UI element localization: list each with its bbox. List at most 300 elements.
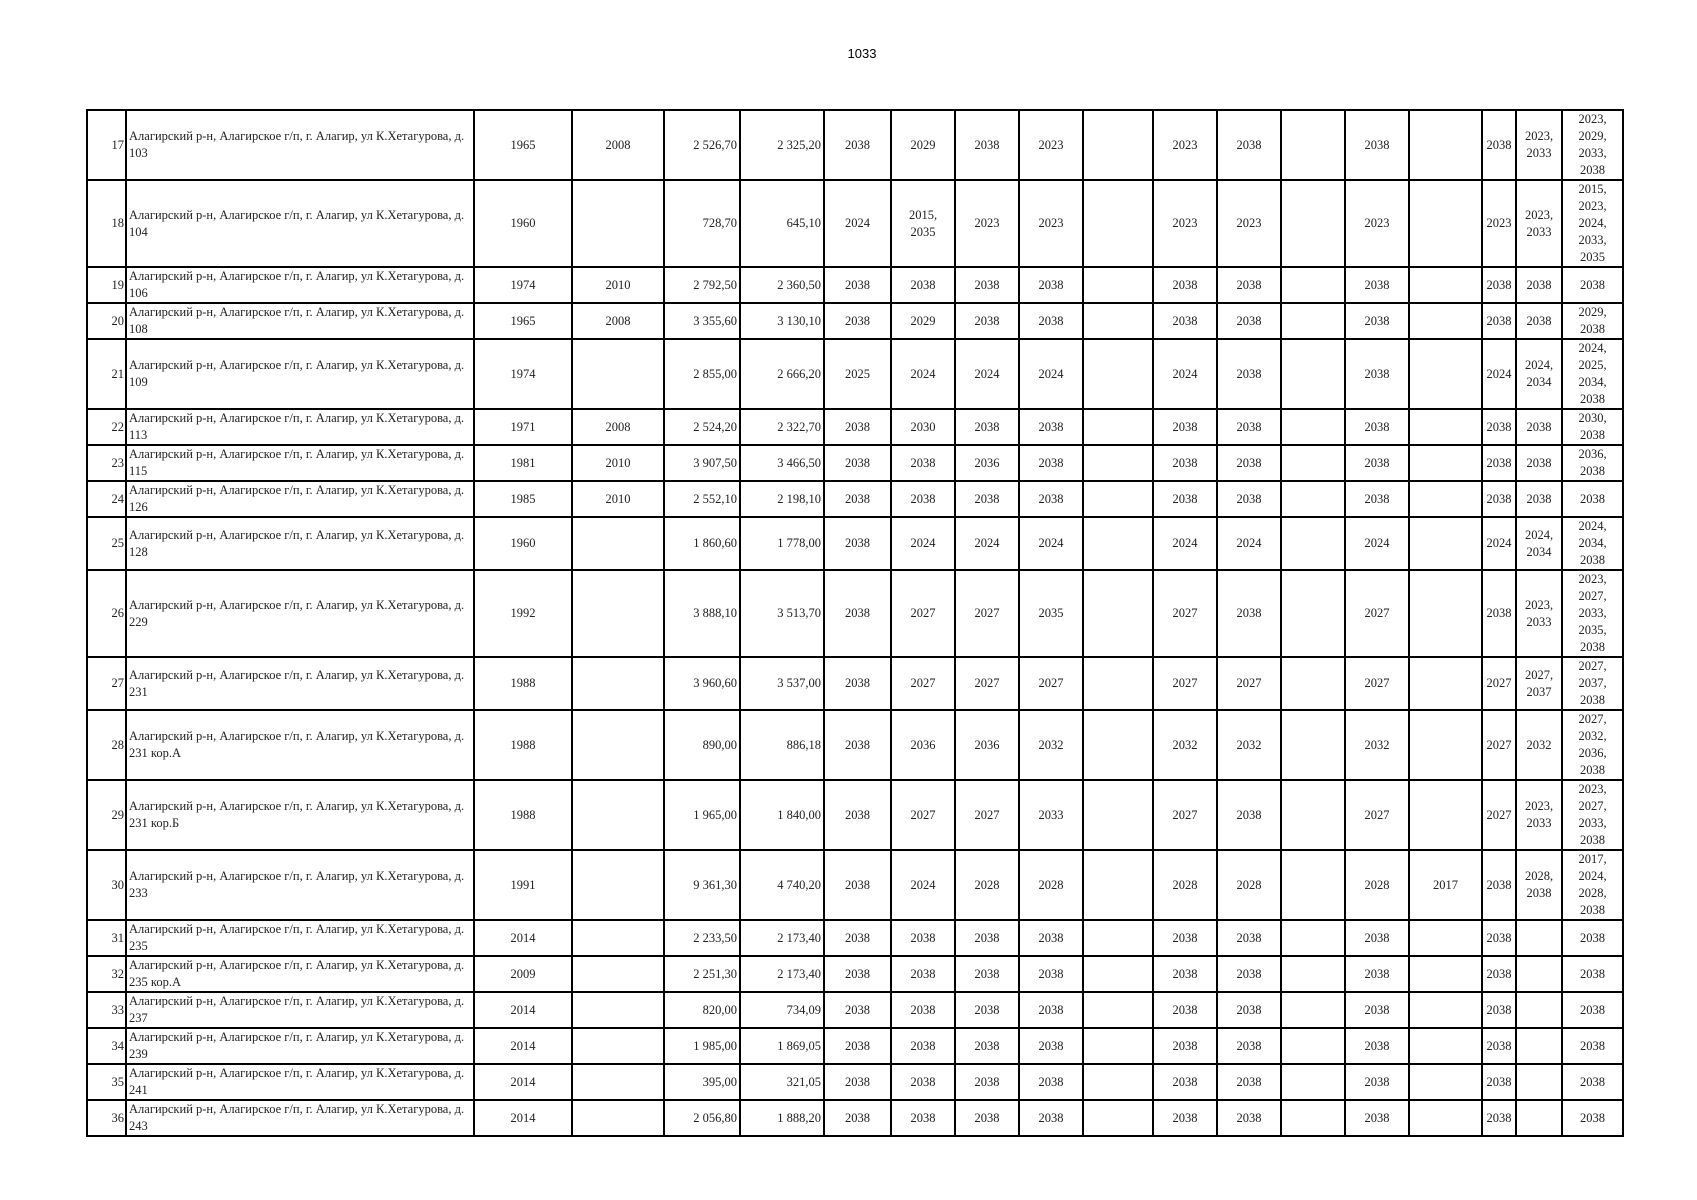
area-living-cell: 1 869,05 [740, 1028, 824, 1064]
address-cell: Алагирский р-н, Алагирское г/п, г. Алагир, ул К.Хетагурова, д. 115 [126, 445, 474, 481]
term-cell-8 [1281, 780, 1345, 850]
year-built-cell: 1965 [474, 110, 572, 180]
term-cell-3: 2038 [955, 992, 1019, 1028]
term-cell-4: 2023 [1019, 180, 1083, 267]
table-row [87, 267, 1623, 303]
term-cell-13: 2017, 2024, 2028, 2038 [1562, 850, 1623, 920]
term-cell-13: 2036, 2038 [1562, 445, 1623, 481]
term-cell-10 [1409, 445, 1482, 481]
term-cell-2: 2038 [891, 445, 955, 481]
term-cell-8 [1281, 267, 1345, 303]
year-built-cell: 2014 [474, 992, 572, 1028]
table-row [87, 445, 1623, 481]
term-cell-3: 2038 [955, 1064, 1019, 1100]
term-cell-12: 2024, 2034 [1516, 339, 1562, 409]
term-cell-3: 2027 [955, 570, 1019, 657]
term-cell-4: 2038 [1019, 303, 1083, 339]
area-total-cell: 9 361,30 [664, 850, 740, 920]
address-cell: Алагирский р-н, Алагирское г/п, г. Алагир, ул К.Хетагурова, д. 239 [126, 1028, 474, 1064]
row-number-cell: 21 [87, 339, 126, 409]
area-living-cell: 1 888,20 [740, 1100, 824, 1136]
term-cell-11: 2038 [1482, 303, 1516, 339]
term-cell-1: 2038 [824, 445, 891, 481]
term-cell-1: 2038 [824, 517, 891, 570]
term-cell-2: 2038 [891, 267, 955, 303]
address-cell: Алагирский р-н, Алагирское г/п, г. Алагир, ул К.Хетагурова, д. 241 [126, 1064, 474, 1100]
term-cell-12: 2032 [1516, 710, 1562, 780]
term-cell-4: 2024 [1019, 339, 1083, 409]
term-cell-9: 2038 [1345, 303, 1409, 339]
term-cell-8 [1281, 445, 1345, 481]
area-living-cell: 2 325,20 [740, 110, 824, 180]
area-total-cell: 2 233,50 [664, 920, 740, 956]
term-cell-2: 2027 [891, 657, 955, 710]
term-cell-13: 2023, 2027, 2033, 2035, 2038 [1562, 570, 1623, 657]
year-built-cell: 1991 [474, 850, 572, 920]
address-cell: Алагирский р-н, Алагирское г/п, г. Алагир, ул К.Хетагурова, д. 237 [126, 992, 474, 1028]
term-cell-3: 2023 [955, 180, 1019, 267]
term-cell-7: 2038 [1217, 409, 1281, 445]
term-cell-5 [1083, 445, 1153, 481]
term-cell-5 [1083, 1100, 1153, 1136]
term-cell-4: 2038 [1019, 409, 1083, 445]
term-cell-8 [1281, 110, 1345, 180]
term-cell-8 [1281, 481, 1345, 517]
term-cell-12: 2028, 2038 [1516, 850, 1562, 920]
row-number-cell: 18 [87, 180, 126, 267]
year-built-cell: 2014 [474, 1064, 572, 1100]
term-cell-9: 2038 [1345, 920, 1409, 956]
term-cell-10 [1409, 303, 1482, 339]
row-number-cell: 35 [87, 1064, 126, 1100]
year-built-cell: 1965 [474, 303, 572, 339]
term-cell-8 [1281, 992, 1345, 1028]
area-living-cell: 1 778,00 [740, 517, 824, 570]
term-cell-3: 2038 [955, 920, 1019, 956]
term-cell-4: 2032 [1019, 710, 1083, 780]
area-total-cell: 2 792,50 [664, 267, 740, 303]
area-living-cell: 3 513,70 [740, 570, 824, 657]
term-cell-2: 2027 [891, 570, 955, 657]
term-cell-1: 2038 [824, 409, 891, 445]
term-cell-7: 2038 [1217, 267, 1281, 303]
area-living-cell: 2 360,50 [740, 267, 824, 303]
table-row [87, 710, 1623, 780]
term-cell-1: 2038 [824, 110, 891, 180]
term-cell-9: 2027 [1345, 570, 1409, 657]
term-cell-10 [1409, 1028, 1482, 1064]
term-cell-12 [1516, 992, 1562, 1028]
term-cell-13: 2038 [1562, 481, 1623, 517]
year-built-cell: 1974 [474, 267, 572, 303]
term-cell-5 [1083, 956, 1153, 992]
term-cell-1: 2025 [824, 339, 891, 409]
area-total-cell: 890,00 [664, 710, 740, 780]
area-total-cell: 728,70 [664, 180, 740, 267]
term-cell-1: 2038 [824, 267, 891, 303]
year-repair-cell: 2010 [572, 445, 664, 481]
term-cell-7: 2038 [1217, 992, 1281, 1028]
term-cell-1: 2038 [824, 710, 891, 780]
table-row [87, 570, 1623, 657]
row-number-cell: 31 [87, 920, 126, 956]
year-repair-cell [572, 1100, 664, 1136]
table-row [87, 303, 1623, 339]
area-living-cell: 1 840,00 [740, 780, 824, 850]
term-cell-2: 2036 [891, 710, 955, 780]
term-cell-13: 2024, 2025, 2034, 2038 [1562, 339, 1623, 409]
area-total-cell: 1 860,60 [664, 517, 740, 570]
area-total-cell: 395,00 [664, 1064, 740, 1100]
term-cell-5 [1083, 409, 1153, 445]
area-total-cell: 2 855,00 [664, 339, 740, 409]
term-cell-6: 2038 [1153, 445, 1217, 481]
term-cell-10 [1409, 267, 1482, 303]
term-cell-4: 2038 [1019, 1064, 1083, 1100]
row-number-cell: 24 [87, 481, 126, 517]
term-cell-8 [1281, 657, 1345, 710]
year-repair-cell [572, 657, 664, 710]
table-row [87, 956, 1623, 992]
term-cell-9: 2038 [1345, 956, 1409, 992]
term-cell-4: 2023 [1019, 110, 1083, 180]
area-total-cell: 2 552,10 [664, 481, 740, 517]
term-cell-7: 2038 [1217, 570, 1281, 657]
area-total-cell: 2 524,20 [664, 409, 740, 445]
term-cell-8 [1281, 570, 1345, 657]
term-cell-9: 2038 [1345, 409, 1409, 445]
year-repair-cell: 2008 [572, 110, 664, 180]
year-repair-cell [572, 517, 664, 570]
year-repair-cell [572, 339, 664, 409]
address-cell: Алагирский р-н, Алагирское г/п, г. Алагир, ул К.Хетагурова, д. 103 [126, 110, 474, 180]
year-built-cell: 1988 [474, 657, 572, 710]
term-cell-9: 2038 [1345, 1028, 1409, 1064]
term-cell-5 [1083, 481, 1153, 517]
term-cell-1: 2038 [824, 1064, 891, 1100]
term-cell-5 [1083, 517, 1153, 570]
term-cell-9: 2038 [1345, 339, 1409, 409]
term-cell-10 [1409, 339, 1482, 409]
term-cell-11: 2027 [1482, 780, 1516, 850]
year-repair-cell [572, 710, 664, 780]
year-repair-cell [572, 180, 664, 267]
year-repair-cell [572, 1028, 664, 1064]
term-cell-4: 2038 [1019, 481, 1083, 517]
area-living-cell: 4 740,20 [740, 850, 824, 920]
area-total-cell: 3 888,10 [664, 570, 740, 657]
term-cell-6: 2038 [1153, 992, 1217, 1028]
term-cell-5 [1083, 303, 1153, 339]
term-cell-1: 2038 [824, 956, 891, 992]
term-cell-7: 2032 [1217, 710, 1281, 780]
term-cell-9: 2023 [1345, 180, 1409, 267]
term-cell-2: 2038 [891, 920, 955, 956]
term-cell-9: 2038 [1345, 110, 1409, 180]
term-cell-1: 2038 [824, 992, 891, 1028]
term-cell-9: 2038 [1345, 267, 1409, 303]
term-cell-6: 2038 [1153, 481, 1217, 517]
year-built-cell: 1992 [474, 570, 572, 657]
term-cell-3: 2038 [955, 1028, 1019, 1064]
term-cell-5 [1083, 570, 1153, 657]
row-number-cell: 22 [87, 409, 126, 445]
address-cell: Алагирский р-н, Алагирское г/п, г. Алагир, ул К.Хетагурова, д. 231 [126, 657, 474, 710]
term-cell-8 [1281, 710, 1345, 780]
term-cell-9: 2027 [1345, 780, 1409, 850]
term-cell-12: 2024, 2034 [1516, 517, 1562, 570]
term-cell-11: 2038 [1482, 409, 1516, 445]
term-cell-11: 2038 [1482, 445, 1516, 481]
term-cell-12: 2038 [1516, 445, 1562, 481]
term-cell-12 [1516, 920, 1562, 956]
term-cell-9: 2024 [1345, 517, 1409, 570]
area-total-cell: 1 965,00 [664, 780, 740, 850]
table-row [87, 1028, 1623, 1064]
term-cell-8 [1281, 956, 1345, 992]
term-cell-4: 2038 [1019, 1100, 1083, 1136]
term-cell-4: 2038 [1019, 267, 1083, 303]
area-living-cell: 3 466,50 [740, 445, 824, 481]
housing-registry-table [86, 109, 1624, 1137]
term-cell-13: 2030, 2038 [1562, 409, 1623, 445]
year-built-cell: 1960 [474, 517, 572, 570]
address-cell: Алагирский р-н, Алагирское г/п, г. Алагир, ул К.Хетагурова, д. 109 [126, 339, 474, 409]
term-cell-8 [1281, 1100, 1345, 1136]
year-repair-cell: 2008 [572, 303, 664, 339]
row-number-cell: 25 [87, 517, 126, 570]
term-cell-12 [1516, 956, 1562, 992]
area-living-cell: 734,09 [740, 992, 824, 1028]
term-cell-6: 2038 [1153, 303, 1217, 339]
area-total-cell: 3 960,60 [664, 657, 740, 710]
row-number-cell: 19 [87, 267, 126, 303]
table-row [87, 180, 1623, 267]
year-repair-cell [572, 1064, 664, 1100]
term-cell-6: 2038 [1153, 1028, 1217, 1064]
area-total-cell: 1 985,00 [664, 1028, 740, 1064]
year-repair-cell: 2008 [572, 409, 664, 445]
table-row [87, 1100, 1623, 1136]
term-cell-7: 2038 [1217, 920, 1281, 956]
term-cell-12: 2023, 2033 [1516, 570, 1562, 657]
term-cell-13: 2023, 2029, 2033, 2038 [1562, 110, 1623, 180]
term-cell-12: 2023, 2033 [1516, 780, 1562, 850]
term-cell-4: 2038 [1019, 445, 1083, 481]
term-cell-3: 2038 [955, 267, 1019, 303]
row-number-cell: 28 [87, 710, 126, 780]
term-cell-11: 2038 [1482, 481, 1516, 517]
year-built-cell: 2009 [474, 956, 572, 992]
term-cell-3: 2027 [955, 657, 1019, 710]
term-cell-4: 2038 [1019, 920, 1083, 956]
term-cell-6: 2038 [1153, 956, 1217, 992]
term-cell-13: 2029, 2038 [1562, 303, 1623, 339]
term-cell-11: 2038 [1482, 956, 1516, 992]
term-cell-4: 2024 [1019, 517, 1083, 570]
term-cell-7: 2038 [1217, 445, 1281, 481]
term-cell-1: 2038 [824, 657, 891, 710]
year-repair-cell: 2010 [572, 267, 664, 303]
term-cell-7: 2028 [1217, 850, 1281, 920]
area-total-cell: 2 526,70 [664, 110, 740, 180]
term-cell-7: 2038 [1217, 481, 1281, 517]
table-row [87, 481, 1623, 517]
term-cell-11: 2024 [1482, 339, 1516, 409]
term-cell-2: 2029 [891, 110, 955, 180]
term-cell-10 [1409, 780, 1482, 850]
row-number-cell: 27 [87, 657, 126, 710]
term-cell-10 [1409, 956, 1482, 992]
term-cell-11: 2038 [1482, 1064, 1516, 1100]
year-repair-cell [572, 570, 664, 657]
term-cell-2: 2015, 2035 [891, 180, 955, 267]
term-cell-12 [1516, 1028, 1562, 1064]
term-cell-6: 2038 [1153, 267, 1217, 303]
term-cell-11: 2027 [1482, 710, 1516, 780]
term-cell-11: 2038 [1482, 1028, 1516, 1064]
term-cell-5 [1083, 780, 1153, 850]
term-cell-11: 2024 [1482, 517, 1516, 570]
term-cell-9: 2038 [1345, 481, 1409, 517]
term-cell-11: 2038 [1482, 267, 1516, 303]
term-cell-12: 2023, 2033 [1516, 110, 1562, 180]
term-cell-1: 2038 [824, 920, 891, 956]
term-cell-2: 2030 [891, 409, 955, 445]
term-cell-10 [1409, 657, 1482, 710]
term-cell-12 [1516, 1100, 1562, 1136]
term-cell-4: 2028 [1019, 850, 1083, 920]
term-cell-1: 2038 [824, 481, 891, 517]
term-cell-4: 2038 [1019, 992, 1083, 1028]
term-cell-1: 2038 [824, 850, 891, 920]
row-number-cell: 23 [87, 445, 126, 481]
term-cell-7: 2038 [1217, 110, 1281, 180]
term-cell-12: 2038 [1516, 409, 1562, 445]
year-repair-cell [572, 850, 664, 920]
term-cell-2: 2038 [891, 481, 955, 517]
year-built-cell: 2014 [474, 1100, 572, 1136]
term-cell-13: 2027, 2032, 2036, 2038 [1562, 710, 1623, 780]
term-cell-6: 2027 [1153, 780, 1217, 850]
area-living-cell: 2 173,40 [740, 956, 824, 992]
area-living-cell: 886,18 [740, 710, 824, 780]
term-cell-12: 2038 [1516, 481, 1562, 517]
area-total-cell: 2 056,80 [664, 1100, 740, 1136]
row-number-cell: 17 [87, 110, 126, 180]
term-cell-2: 2038 [891, 1100, 955, 1136]
area-total-cell: 2 251,30 [664, 956, 740, 992]
term-cell-13: 2023, 2027, 2033, 2038 [1562, 780, 1623, 850]
term-cell-3: 2038 [955, 110, 1019, 180]
term-cell-12: 2027, 2037 [1516, 657, 1562, 710]
term-cell-13: 2038 [1562, 1028, 1623, 1064]
year-repair-cell: 2010 [572, 481, 664, 517]
term-cell-5 [1083, 110, 1153, 180]
term-cell-8 [1281, 303, 1345, 339]
term-cell-2: 2038 [891, 956, 955, 992]
term-cell-4: 2038 [1019, 956, 1083, 992]
term-cell-10 [1409, 1064, 1482, 1100]
table-row [87, 339, 1623, 409]
year-built-cell: 1988 [474, 710, 572, 780]
term-cell-1: 2038 [824, 570, 891, 657]
table-row [87, 850, 1623, 920]
term-cell-6: 2023 [1153, 180, 1217, 267]
area-living-cell: 2 173,40 [740, 920, 824, 956]
term-cell-7: 2038 [1217, 1100, 1281, 1136]
term-cell-6: 2027 [1153, 570, 1217, 657]
table-row [87, 657, 1623, 710]
term-cell-13: 2038 [1562, 1064, 1623, 1100]
term-cell-1: 2038 [824, 1028, 891, 1064]
address-cell: Алагирский р-н, Алагирское г/п, г. Алагир, ул К.Хетагурова, д. 243 [126, 1100, 474, 1136]
term-cell-10 [1409, 570, 1482, 657]
area-living-cell: 321,05 [740, 1064, 824, 1100]
term-cell-11: 2038 [1482, 570, 1516, 657]
term-cell-9: 2038 [1345, 445, 1409, 481]
term-cell-1: 2024 [824, 180, 891, 267]
term-cell-10 [1409, 1100, 1482, 1136]
row-number-cell: 29 [87, 780, 126, 850]
address-cell: Алагирский р-н, Алагирское г/п, г. Алагир, ул К.Хетагурова, д. 104 [126, 180, 474, 267]
address-cell: Алагирский р-н, Алагирское г/п, г. Алагир, ул К.Хетагурова, д. 128 [126, 517, 474, 570]
year-repair-cell [572, 920, 664, 956]
year-built-cell: 1985 [474, 481, 572, 517]
year-built-cell: 1960 [474, 180, 572, 267]
table-row [87, 1064, 1623, 1100]
address-cell: Алагирский р-н, Алагирское г/п, г. Алагир, ул К.Хетагурова, д. 231 кор.А [126, 710, 474, 780]
row-number-cell: 33 [87, 992, 126, 1028]
row-number-cell: 32 [87, 956, 126, 992]
area-total-cell: 3 907,50 [664, 445, 740, 481]
term-cell-8 [1281, 409, 1345, 445]
term-cell-5 [1083, 180, 1153, 267]
term-cell-9: 2038 [1345, 992, 1409, 1028]
year-built-cell: 1971 [474, 409, 572, 445]
term-cell-2: 2024 [891, 517, 955, 570]
term-cell-6: 2028 [1153, 850, 1217, 920]
term-cell-10 [1409, 920, 1482, 956]
term-cell-5 [1083, 710, 1153, 780]
term-cell-7: 2038 [1217, 339, 1281, 409]
table-row [87, 110, 1623, 180]
term-cell-10 [1409, 481, 1482, 517]
term-cell-3: 2027 [955, 780, 1019, 850]
term-cell-6: 2032 [1153, 710, 1217, 780]
term-cell-9: 2027 [1345, 657, 1409, 710]
term-cell-11: 2038 [1482, 1100, 1516, 1136]
table-row [87, 517, 1623, 570]
term-cell-8 [1281, 1028, 1345, 1064]
row-number-cell: 30 [87, 850, 126, 920]
term-cell-7: 2038 [1217, 956, 1281, 992]
area-living-cell: 2 198,10 [740, 481, 824, 517]
term-cell-5 [1083, 339, 1153, 409]
term-cell-3: 2024 [955, 517, 1019, 570]
year-repair-cell [572, 956, 664, 992]
row-number-cell: 20 [87, 303, 126, 339]
term-cell-6: 2024 [1153, 339, 1217, 409]
term-cell-1: 2038 [824, 303, 891, 339]
term-cell-10 [1409, 992, 1482, 1028]
year-built-cell: 1988 [474, 780, 572, 850]
term-cell-6: 2038 [1153, 409, 1217, 445]
term-cell-9: 2032 [1345, 710, 1409, 780]
term-cell-1: 2038 [824, 1100, 891, 1136]
term-cell-13: 2015, 2023, 2024, 2033, 2035 [1562, 180, 1623, 267]
table-row [87, 780, 1623, 850]
